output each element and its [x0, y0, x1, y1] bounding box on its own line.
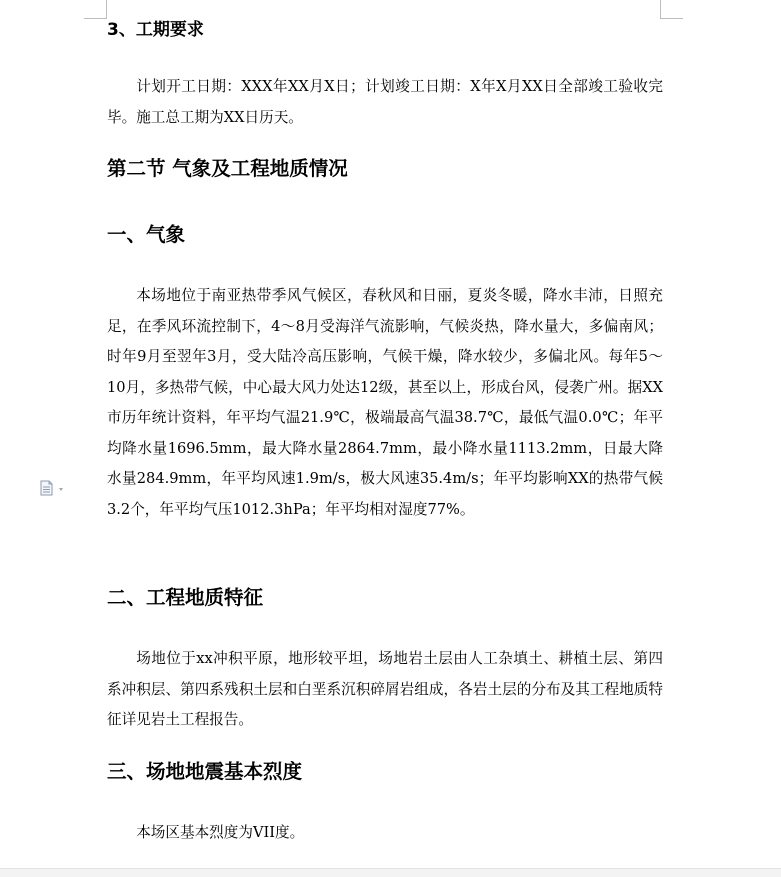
heading-seismic: 三、场地地震基本烈度: [107, 760, 303, 783]
margin-corner-top-left: [84, 0, 107, 19]
heading-section-2: 第二节 气象及工程地质情况: [107, 157, 348, 180]
paragraph-weather: 本场地位于南亚热带季风气候区，春秋风和日丽，夏炎冬暖，降水丰沛，日照充足，在季风环流控制下，4～8月受海洋气流影响，气候炎热，降水量大，多偏南风；时年9月至翌年3月，受大陆冷高压影响，气候干燥，降水较少，多偏北风。每年5～10月，多热带气候，中心最大风力处达12级，甚至以上，形成台风，侵袭广州。据XX市历年统计资料，年平均气温21.9℃，极端最高气温38.7℃，最低气温0.0℃；年平均降水量1696.5mm，最大降水量2864.7mm，最小降水量1113.2mm，日最大降水量284.9mm，年平均风速1.9m/s，极大风速35.4m/s；年平均影响XX的热带气候3.2个，年平均气压1012.3hPa；年平均相对湿度77%。: [107, 287, 663, 518]
margin-corner-top-right: [660, 0, 683, 19]
document-icon[interactable]: [40, 480, 66, 496]
paragraph-schedule: 计划开工日期：XXX年XX月X日；计划竣工日期：X年X月XX日全部竣工验收完毕。施工总工期为XX日历天。: [107, 78, 663, 126]
paragraph-geology: 场地位于xx冲积平原，地形较平坦，场地岩土层由人工杂填土、耕植土层、第四系冲积层、第四系残积土层和白垩系沉积碎屑岩组成，各岩土层的分布及其工程地质特征详见岩土工程报告。: [107, 650, 663, 728]
heading-geology: 二、工程地质特征: [107, 586, 264, 609]
heading-weather: 一、气象: [107, 223, 186, 246]
heading-schedule-requirements: 3、工期要求: [107, 20, 204, 40]
paragraph-seismic: 本场区基本烈度为VII度。: [136, 824, 305, 841]
